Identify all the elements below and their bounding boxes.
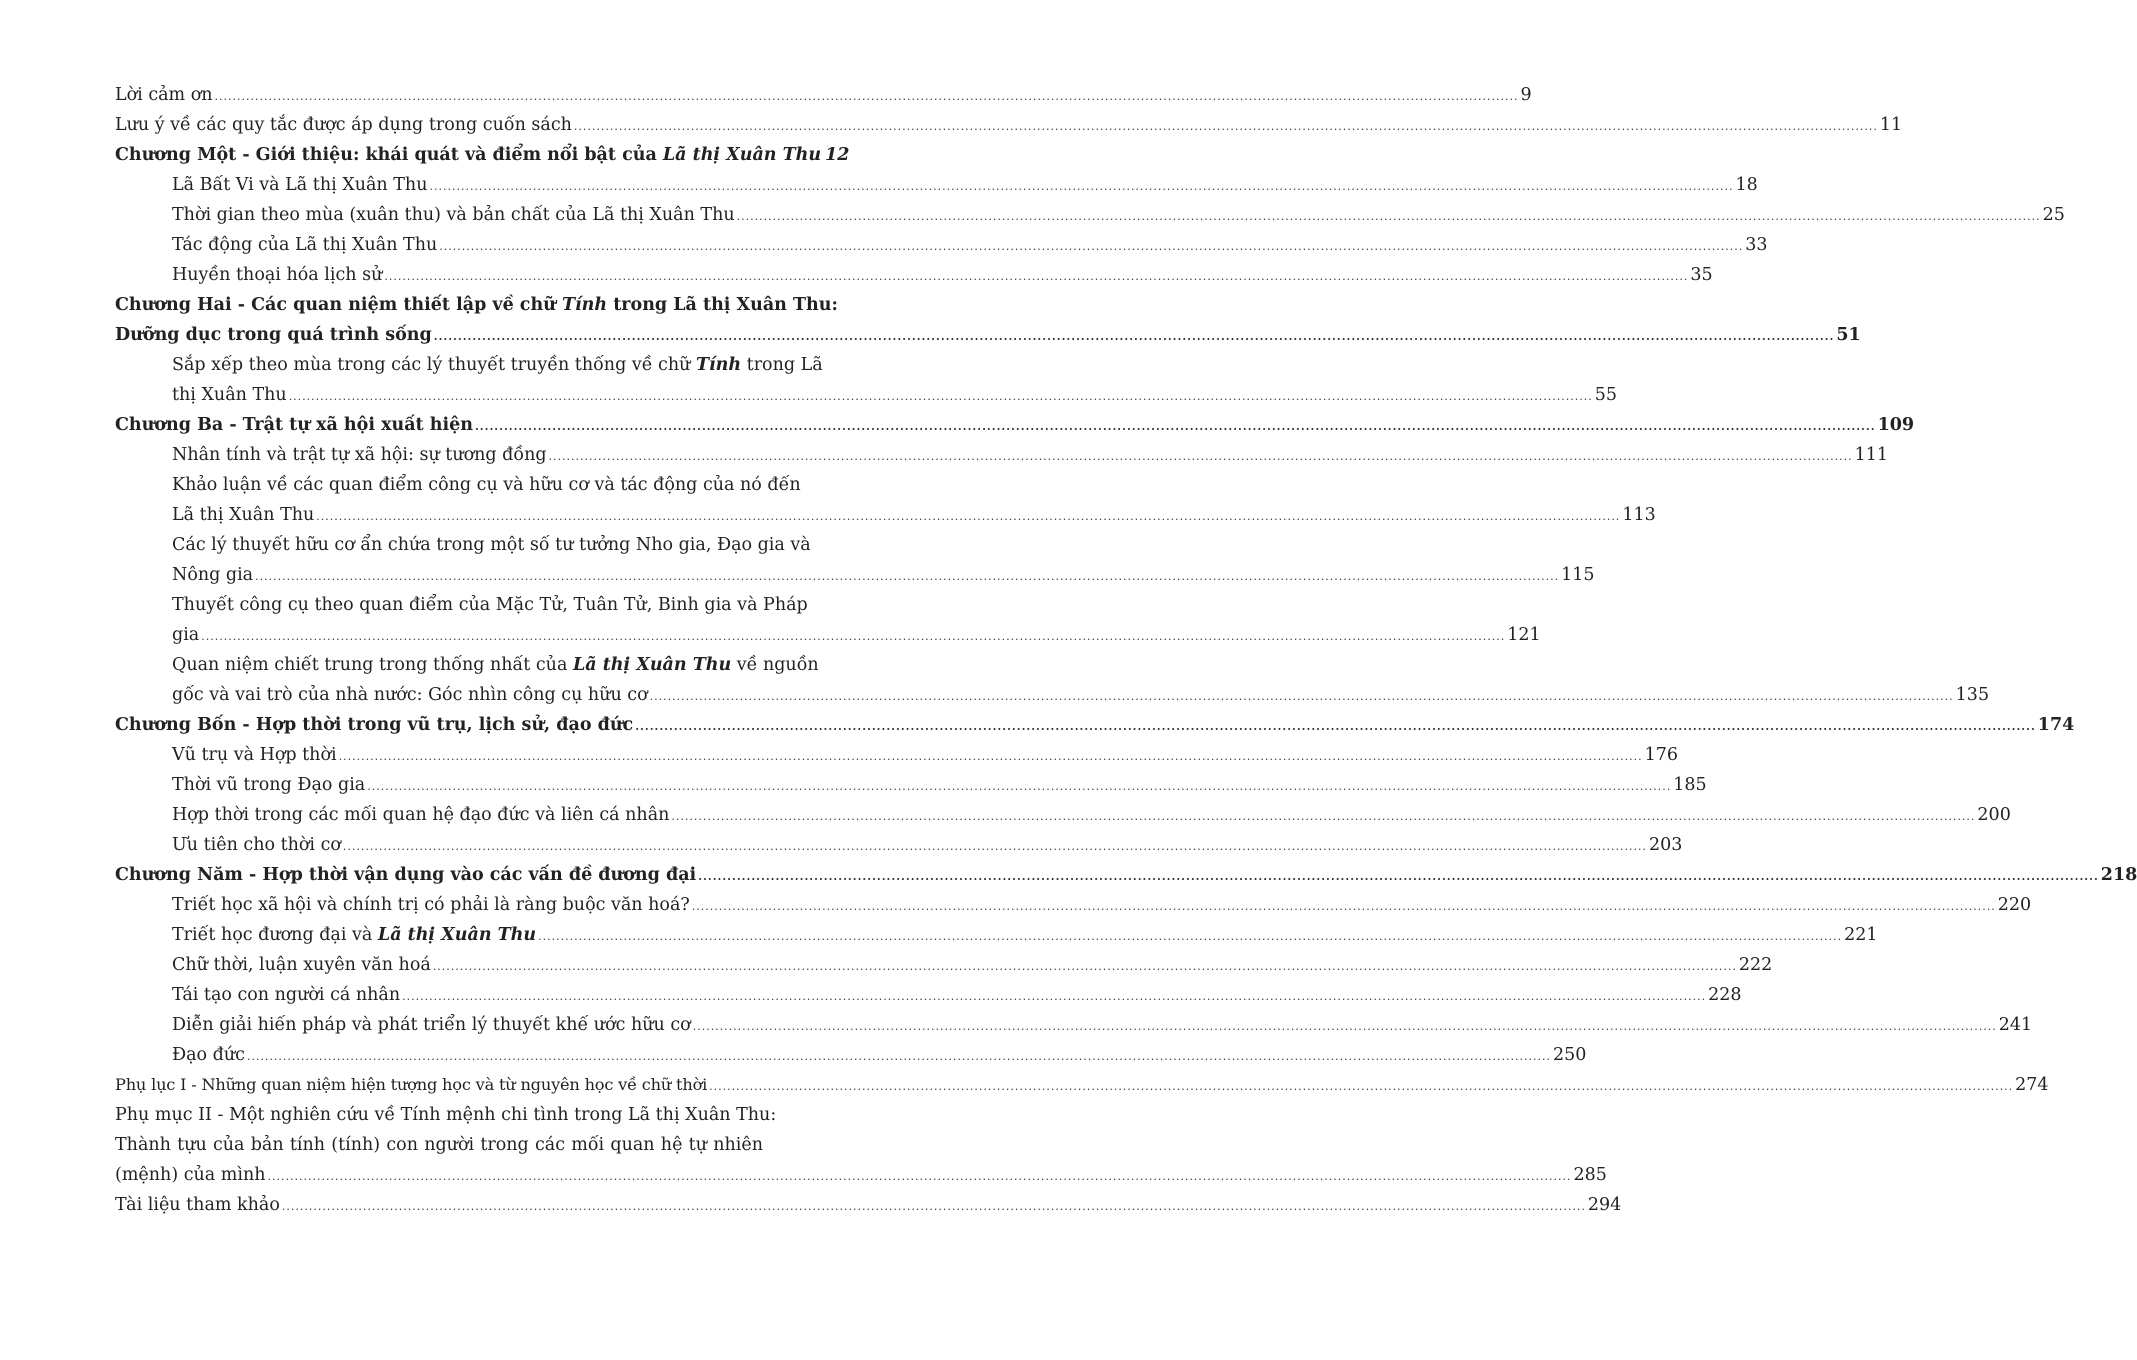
entry-title: Triết học xã hội và chính trị có phải là ràng buộc văn hoá?	[172, 895, 690, 915]
entry-title	[115, 140, 821, 170]
appendix-entry	[115, 1100, 777, 1130]
entry-title: Nhân tính và trật tự xã hội: sự tương đồng	[172, 445, 547, 465]
dot-leader	[343, 832, 1647, 862]
dot-leader	[549, 442, 1853, 472]
entry-title: Chương Ba - Trật tự xã hội xuất hiện	[115, 415, 473, 435]
entry-title-part: Chương Hai - Các quan niệm thiết lập về chữ	[115, 295, 562, 315]
dot-leader	[709, 1072, 2013, 1102]
dot-leader	[384, 262, 1688, 292]
entry-title: Lời cảm ơn	[115, 85, 213, 105]
dot-leader	[282, 1192, 1586, 1222]
page-number: 113	[1622, 505, 1656, 525]
page-number: 250	[1552, 1045, 1587, 1065]
page-number: 25	[2042, 205, 2065, 225]
section-entry	[115, 890, 2032, 920]
entry-title: Lã Bất Vi và Lã thị Xuân Thu	[172, 175, 428, 195]
dot-leader	[650, 682, 1954, 712]
dot-leader	[475, 412, 1876, 442]
section-entry-continued	[115, 620, 1541, 650]
page-number: 220	[1997, 895, 2032, 915]
entry-title: Chương Bốn - Hợp thời trong vũ trụ, lịch sử, đạo đức	[115, 715, 634, 735]
section-entry	[115, 800, 2011, 830]
entry-title: Ưu tiên cho thời cơ	[172, 835, 341, 855]
page-number: 12	[825, 145, 850, 165]
book-title: Lã thị Xuân Thu	[377, 925, 537, 945]
dot-leader	[316, 502, 1620, 532]
section-entry	[115, 980, 1742, 1010]
entry-title-part: về nguồn	[731, 655, 819, 675]
entry-title: Thời vũ trong Đạo gia	[172, 775, 366, 795]
chapter-entry	[115, 710, 2075, 740]
entry-title: Tái tạo con người cá nhân	[172, 985, 401, 1005]
entry-title: Lã thị Xuân Thu	[172, 505, 315, 525]
section-entry	[115, 200, 2065, 230]
entry-title-part: trong Lã thị Xuân Thu:	[607, 295, 838, 315]
page-number: 222	[1738, 955, 1773, 975]
page-number: 35	[1690, 265, 1713, 285]
dot-leader	[429, 172, 1733, 202]
page-number: 135	[1955, 685, 1990, 705]
section-entry	[115, 260, 1713, 290]
chapter-entry	[115, 410, 1915, 440]
section-entry	[115, 920, 1878, 950]
page-number: 9	[1520, 85, 1532, 105]
entry-title: Lưu ý về các quy tắc được áp dụng trong cuốn sách	[115, 115, 572, 135]
dot-leader	[268, 1162, 1572, 1192]
section-entry	[115, 470, 801, 500]
keyword: Tính	[562, 295, 608, 315]
section-entry	[115, 1010, 2033, 1040]
dot-leader	[339, 742, 1643, 772]
entry-title-part: trong Lã	[741, 355, 823, 375]
chapter-entry	[115, 140, 850, 170]
dot-leader	[692, 892, 1996, 922]
entry-title: Hợp thời trong các mối quan hệ đạo đức và liên cá nhân	[172, 805, 670, 825]
page-number: 33	[1745, 235, 1768, 255]
entry-title: Huyền thoại hóa lịch sử	[172, 265, 383, 285]
page-number: 176	[1644, 745, 1679, 765]
page-number: 111	[1854, 445, 1888, 465]
dot-leader	[247, 1042, 1551, 1072]
dot-leader	[367, 772, 1671, 802]
dot-leader	[255, 562, 1559, 592]
entry-title: Chương Năm - Hợp thời vận dụng vào các vấn đề đương đại	[115, 865, 697, 885]
entry-title: Diễn giải hiến pháp và phát triển lý thuyết khế ước hữu cơ	[172, 1015, 691, 1035]
section-entry	[115, 770, 1707, 800]
section-entry	[115, 350, 823, 380]
dot-leader	[289, 382, 1593, 412]
book-title: Lã thị Xuân Thu	[572, 655, 732, 675]
page-number: 200	[1977, 805, 2011, 825]
section-entry	[115, 1040, 1587, 1070]
entry-title: Dưỡng dục trong quá trình sống	[115, 325, 432, 345]
dot-leader	[538, 922, 1842, 952]
entry-title: Tác động của Lã thị Xuân Thu	[172, 235, 438, 255]
dot-leader	[434, 322, 1835, 352]
page-number: 203	[1648, 835, 1683, 855]
entry-title: Đạo đức	[172, 1045, 245, 1065]
table-of-contents	[115, 80, 2137, 1220]
dot-leader	[402, 982, 1706, 1012]
entry-title: (mệnh) của mình	[115, 1165, 266, 1185]
entry-title: Các lý thuyết hữu cơ ẩn chứa trong một số tư tưởng Nho gia, Đạo gia và	[172, 535, 811, 555]
section-entry-continued	[115, 560, 1595, 590]
toc-entry	[115, 80, 1532, 110]
section-entry-continued	[115, 500, 1656, 530]
chapter-entry	[115, 860, 2137, 890]
keyword: Tính	[695, 355, 742, 375]
dot-leader	[215, 82, 1519, 112]
page-number: 185	[1673, 775, 1707, 795]
references-entry	[115, 1190, 1622, 1220]
dot-leader	[635, 712, 2036, 742]
page-number: 218	[2100, 865, 2137, 885]
page-number: 221	[1844, 925, 1878, 945]
entry-title: gốc và vai trò của nhà nước: Góc nhìn công cụ hữu cơ	[172, 685, 648, 705]
toc-entry	[115, 110, 1903, 140]
section-entry-continued	[115, 680, 1990, 710]
section-entry	[115, 950, 1773, 980]
entry-title: Thuyết công cụ theo quan điểm của Mặc Tử, Tuân Tử, Binh gia và Pháp	[172, 595, 808, 615]
entry-title-part: Quan niệm chiết trung trong thống nhất của	[172, 655, 573, 675]
entry-title: Thành tựu của bản tính (tính) con người trong các mối quan hệ tự nhiên	[115, 1135, 763, 1155]
section-entry	[115, 530, 811, 560]
entry-title: Phụ mục II - Một nghiên cứu về Tính mệnh chi tình trong Lã thị Xuân Thu:	[115, 1105, 777, 1125]
appendix-entry-continued	[115, 1130, 763, 1160]
page-number: 121	[1507, 625, 1541, 645]
entry-title-part: Sắp xếp theo mùa trong các lý thuyết truyền thống về chữ	[172, 355, 696, 375]
dot-leader	[671, 802, 1975, 832]
entry-title-part: Triết học đương đại và	[172, 925, 378, 945]
dot-leader	[698, 862, 2099, 892]
page-number: 11	[1879, 115, 1903, 135]
page-number: 55	[1594, 385, 1617, 405]
page-number: 18	[1735, 175, 1758, 195]
dot-leader	[433, 952, 1737, 982]
page-number: 174	[2037, 715, 2075, 735]
appendix-entry	[115, 1070, 2049, 1100]
page-number: 109	[1877, 415, 1915, 435]
book-title: Lã thị Xuân Thu	[662, 145, 822, 165]
section-entry	[115, 440, 1888, 470]
page-number: 115	[1561, 565, 1595, 585]
page-number: 51	[1836, 325, 1861, 345]
entry-title: thị Xuân Thu	[172, 385, 287, 405]
page-number: 274	[2015, 1075, 2049, 1095]
entry-title: Phụ lục I - Những quan niệm hiện tượng học và từ nguyên học về chữ thời	[115, 1075, 708, 1094]
entry-title	[172, 920, 536, 950]
page-number: 285	[1573, 1165, 1607, 1185]
entry-title: gia	[172, 625, 200, 645]
dot-leader	[693, 1012, 1997, 1042]
page-number: 228	[1708, 985, 1742, 1005]
section-entry	[115, 650, 819, 680]
page-number: 294	[1587, 1195, 1622, 1215]
dot-leader	[201, 622, 1505, 652]
section-entry	[115, 230, 1768, 260]
section-entry	[115, 590, 808, 620]
entry-title-part: Chương Một - Giới thiệu: khái quát và điểm nổi bật của	[115, 145, 663, 165]
entry-title: Vũ trụ và Hợp thời	[172, 745, 337, 765]
dot-leader	[439, 232, 1743, 262]
section-entry	[115, 170, 1758, 200]
chapter-entry	[115, 290, 838, 320]
section-entry	[115, 830, 1683, 860]
entry-title: Chữ thời, luận xuyên văn hoá	[172, 955, 431, 975]
section-entry-continued	[115, 380, 1617, 410]
page-number: 241	[1998, 1015, 2033, 1035]
entry-title: Thời gian theo mùa (xuân thu) và bản chất của Lã thị Xuân Thu	[172, 205, 735, 225]
entry-title: Khảo luận về các quan điểm công cụ và hữu cơ và tác động của nó đến	[172, 475, 801, 495]
dot-leader	[574, 112, 1878, 142]
appendix-entry-continued	[115, 1160, 1607, 1190]
entry-title: Nông gia	[172, 565, 254, 585]
section-entry	[115, 740, 1679, 770]
chapter-entry-continued	[115, 320, 1861, 350]
dot-leader	[737, 202, 2041, 232]
entry-title: Tài liệu tham khảo	[115, 1195, 280, 1215]
